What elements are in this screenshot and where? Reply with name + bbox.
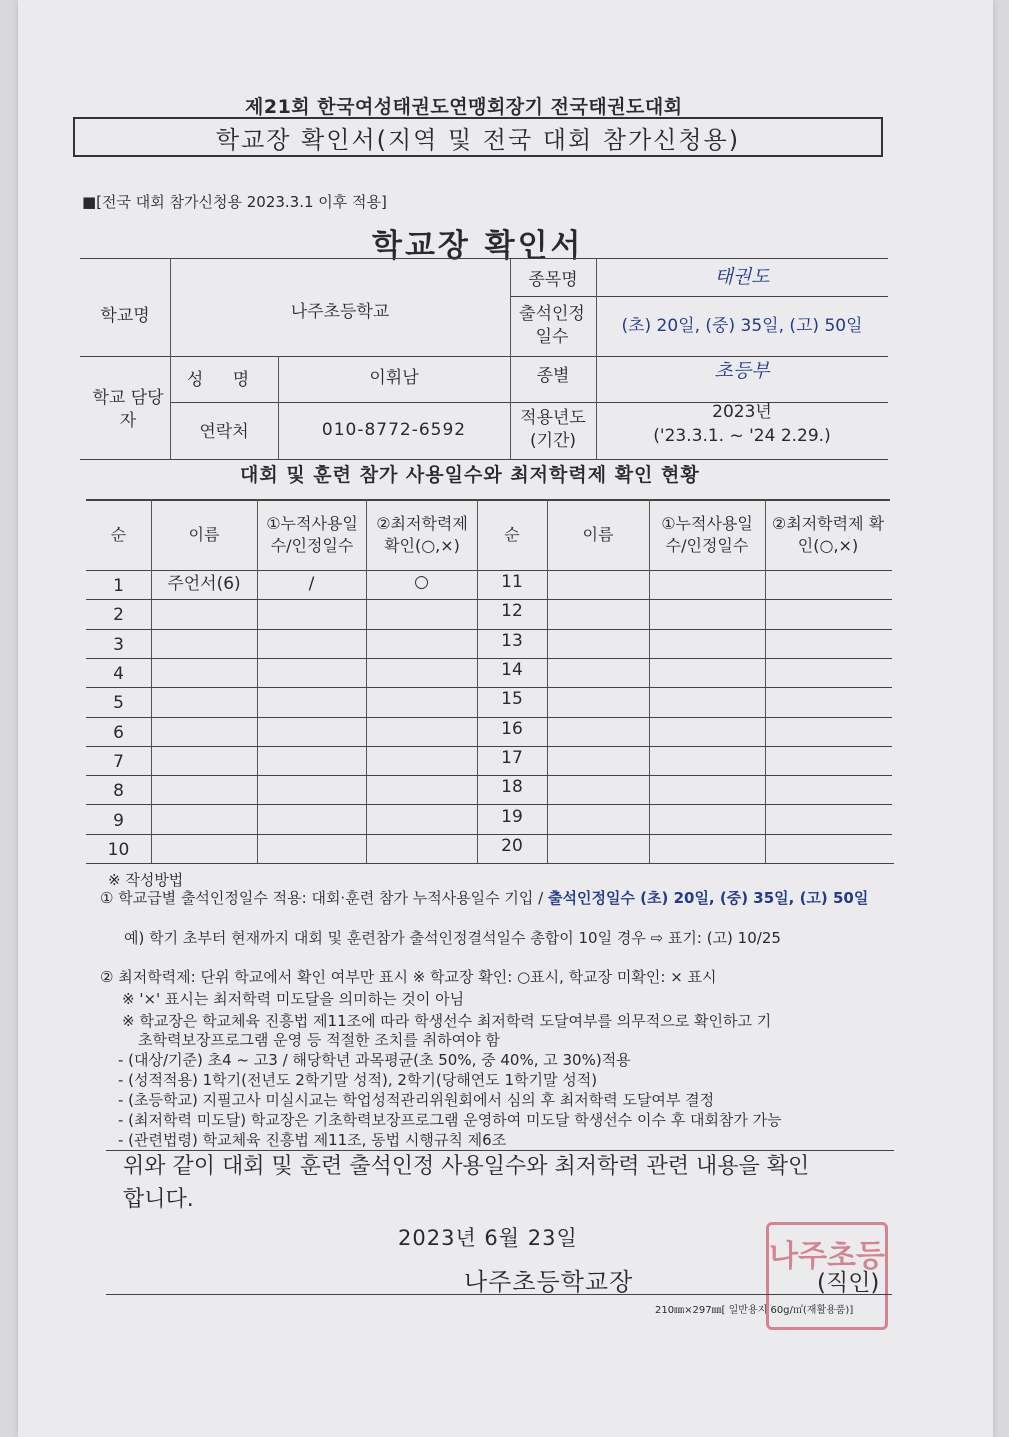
row-days-right bbox=[649, 834, 765, 863]
division-value: 초등부 bbox=[714, 360, 770, 383]
applicability-note: ■[전국 대회 참가신청용 2023.3.1 이후 적용] bbox=[82, 193, 387, 211]
row-min-check: ○ bbox=[414, 572, 429, 593]
header-min-right: ②최저학력제 확인(○,×) bbox=[771, 513, 885, 555]
row-min-check bbox=[366, 656, 477, 685]
row-name bbox=[151, 658, 257, 687]
row-name bbox=[151, 834, 257, 863]
row-days-right bbox=[649, 599, 765, 628]
instruction-1-bold: 출석인정일수 (초) 20일, (중) 35일, (고) 50일 bbox=[547, 889, 869, 907]
row-min-check-right bbox=[765, 570, 891, 599]
division-label: 종별 bbox=[536, 365, 570, 386]
row-order-right: 12 bbox=[501, 601, 523, 622]
row-name bbox=[151, 687, 257, 716]
event-title: 제21회 한국여성태권도연맹회장기 전국태권도대회 bbox=[245, 96, 683, 118]
row-min-check bbox=[366, 802, 477, 831]
instruction-9: - (초등학교) 지필고사 미실시교는 학업성적관리위원회에서 심의 후 최저학력 도달여부 결정 bbox=[118, 1091, 715, 1109]
header-name-left: 이름 bbox=[188, 524, 220, 544]
row-order: 10 bbox=[107, 839, 130, 860]
row-name bbox=[151, 804, 257, 833]
row-name-right bbox=[547, 834, 649, 863]
row-min-check bbox=[366, 744, 477, 773]
row-days bbox=[257, 717, 366, 746]
row-order: 4 bbox=[113, 664, 124, 685]
row-name bbox=[151, 717, 257, 746]
instruction-11: - (관련법령) 학교체육 진흥법 제11조, 동법 시행규칙 제6조 bbox=[118, 1131, 507, 1149]
row-days-right bbox=[649, 658, 765, 687]
row-min-check bbox=[366, 685, 477, 714]
name-label: 성 명 bbox=[186, 369, 262, 390]
seal-label: (직인) bbox=[817, 1270, 880, 1296]
row-days bbox=[257, 629, 366, 658]
row-order: 7 bbox=[113, 751, 124, 772]
row-name: 주언서(6) bbox=[167, 574, 241, 595]
instruction-4: ※ '×' 표시는 최저학력 미도달을 의미하는 것이 아님 bbox=[122, 990, 465, 1008]
row-name bbox=[151, 629, 257, 658]
instruction-8: - (성적적용) 1학기(전년도 2학기말 성적), 2학기(당해연도 1학기말 성적) bbox=[118, 1071, 598, 1089]
header-order-right: 순 bbox=[504, 524, 520, 544]
instruction-5: ※ 학교장은 학교체육 진흥법 제11조에 따라 학생선수 최저학력 도달여부를 의무적으로 확인하고 기 bbox=[122, 1012, 772, 1030]
contact-value: 010-8772-6592 bbox=[321, 419, 467, 440]
header-days-left: ①누적사용일수/인정일수 bbox=[266, 513, 358, 555]
sport-value: 태권도 bbox=[714, 266, 770, 289]
row-days: / bbox=[308, 574, 315, 595]
row-order: 6 bbox=[113, 722, 124, 743]
row-order: 3 bbox=[113, 634, 124, 655]
header-min-left: ②최저학력제 확인(○,×) bbox=[376, 513, 468, 555]
row-min-check bbox=[366, 597, 477, 626]
header-order-left: 순 bbox=[110, 524, 127, 544]
row-days-right bbox=[649, 717, 765, 746]
row-min-check bbox=[366, 715, 477, 744]
row-days bbox=[257, 687, 366, 716]
confirmation-line-1: 위와 같이 대회 및 훈련 출석인정 사용일수와 최저학력 관련 내용을 확인 bbox=[123, 1154, 810, 1179]
row-min-check-right bbox=[765, 658, 891, 687]
row-days-right bbox=[649, 804, 765, 833]
main-title: 학교장 확인서 bbox=[372, 228, 584, 264]
row-min-check-right bbox=[765, 834, 891, 863]
row-days bbox=[257, 804, 366, 833]
instruction-7: - (대상/기준) 초4 ~ 고3 / 해당학년 과목평균(초 50%, 중 40%, 고 30%)적용 bbox=[118, 1051, 631, 1069]
row-order-right: 14 bbox=[501, 660, 523, 681]
period-value: ('23.3.1. ~ '24 2.29.) bbox=[653, 425, 831, 446]
instruction-6: 초학력보장프로그램 운영 등 적절한 조치를 취하여야 함 bbox=[138, 1031, 500, 1049]
row-order-right: 19 bbox=[501, 806, 523, 827]
row-min-check-right bbox=[765, 599, 891, 628]
row-order-right: 16 bbox=[501, 718, 523, 739]
row-name bbox=[151, 599, 257, 628]
row-order: 1 bbox=[113, 576, 124, 597]
form-title: 학교장 확인서(지역 및 전국 대회 참가신청용) bbox=[215, 125, 741, 154]
issue-date: 2023년 6월 23일 bbox=[398, 1226, 578, 1250]
row-order-right: 15 bbox=[501, 689, 523, 710]
row-days-right bbox=[649, 687, 765, 716]
row-name bbox=[151, 746, 257, 775]
instruction-10: - (최저학력 미도달) 학교장은 기초학력보장프로그램 운영하여 미도달 학생선수 이수 후 대회참가 가능 bbox=[118, 1111, 782, 1129]
row-min-check-right bbox=[765, 775, 891, 804]
year-label: 적용년도 (기간) bbox=[520, 408, 586, 451]
row-name-right bbox=[547, 775, 649, 804]
row-days bbox=[257, 775, 366, 804]
row-name-right bbox=[547, 746, 649, 775]
row-min-check bbox=[366, 773, 477, 802]
manager-label: 학교 담당자 bbox=[92, 388, 164, 431]
row-name-right bbox=[547, 687, 649, 716]
principal-signature-line: 나주초등학교장 bbox=[464, 1268, 634, 1296]
paper-spec: 210㎜×297㎜[ 일반용지 60g/㎡(재활용품)] bbox=[655, 1305, 854, 1316]
row-min-check-right bbox=[765, 687, 891, 716]
row-order-right: 11 bbox=[501, 572, 523, 593]
instruction-1-text: ① 학교급별 출석인정일수 적용: 대회·훈련 참가 누적사용일수 기입 / bbox=[100, 889, 548, 907]
sport-label: 종목명 bbox=[528, 269, 578, 290]
row-days-right bbox=[649, 775, 765, 804]
school-label: 학교명 bbox=[100, 305, 150, 326]
seal-stamp-text: 나주초등 bbox=[769, 1239, 885, 1274]
row-order-right: 20 bbox=[501, 835, 523, 856]
row-name-right bbox=[547, 570, 649, 599]
instruction-3: ② 최저학력제: 단위 학교에서 확인 여부만 표시 ※ 학교장 확인: ○표시, 학교장 미확인: × 표시 bbox=[100, 968, 717, 986]
row-order: 5 bbox=[113, 693, 124, 714]
row-order: 8 bbox=[113, 781, 124, 802]
header-name-right: 이름 bbox=[582, 524, 614, 544]
row-min-check bbox=[366, 627, 477, 656]
row-order-right: 13 bbox=[501, 630, 523, 651]
row-order-right: 17 bbox=[501, 747, 523, 768]
school-value: 나주초등학교 bbox=[290, 301, 390, 322]
row-min-check-right bbox=[765, 746, 891, 775]
row-name-right bbox=[547, 804, 649, 833]
header-days-right: ①누적사용일수/인정일수 bbox=[661, 513, 753, 555]
row-min-check-right bbox=[765, 804, 891, 833]
row-name-right bbox=[547, 599, 649, 628]
row-min-check bbox=[366, 832, 477, 861]
instructions-heading: ※ 작성방법 bbox=[108, 871, 184, 889]
row-days-right bbox=[649, 746, 765, 775]
row-name-right bbox=[547, 658, 649, 687]
row-min-check-right bbox=[765, 717, 891, 746]
attendance-value: (초) 20일, (중) 35일, (고) 50일 bbox=[621, 315, 863, 336]
contact-label: 연락처 bbox=[199, 421, 249, 442]
year-value: 2023년 bbox=[712, 401, 772, 422]
confirmation-line-2: 합니다. bbox=[123, 1187, 194, 1212]
attendance-label: 출석인정 일수 bbox=[519, 304, 585, 347]
instruction-2: 예) 학기 초부터 현재까지 대회 및 훈련참가 출석인정결석일수 총합이 10일 경우 ⇨ 표기: (고) 10/25 bbox=[124, 929, 781, 947]
form-title-box bbox=[73, 117, 883, 157]
row-days-right bbox=[649, 629, 765, 658]
name-value: 이휘남 bbox=[369, 367, 419, 388]
row-min-check-right bbox=[765, 629, 891, 658]
row-name bbox=[151, 775, 257, 804]
row-days-right bbox=[649, 570, 765, 599]
row-days bbox=[257, 599, 366, 628]
instruction-1 bbox=[100, 889, 895, 909]
row-days bbox=[257, 834, 366, 863]
row-order: 9 bbox=[113, 810, 124, 831]
status-section-title: 대회 및 훈련 참가 사용일수와 최저학력제 확인 현황 bbox=[240, 464, 700, 486]
confirmation-statement bbox=[123, 1150, 809, 1216]
row-order: 2 bbox=[113, 605, 124, 626]
row-order-right: 18 bbox=[501, 777, 523, 798]
row-days bbox=[257, 746, 366, 775]
row-name-right bbox=[547, 629, 649, 658]
row-name-right bbox=[547, 717, 649, 746]
row-days bbox=[257, 658, 366, 687]
